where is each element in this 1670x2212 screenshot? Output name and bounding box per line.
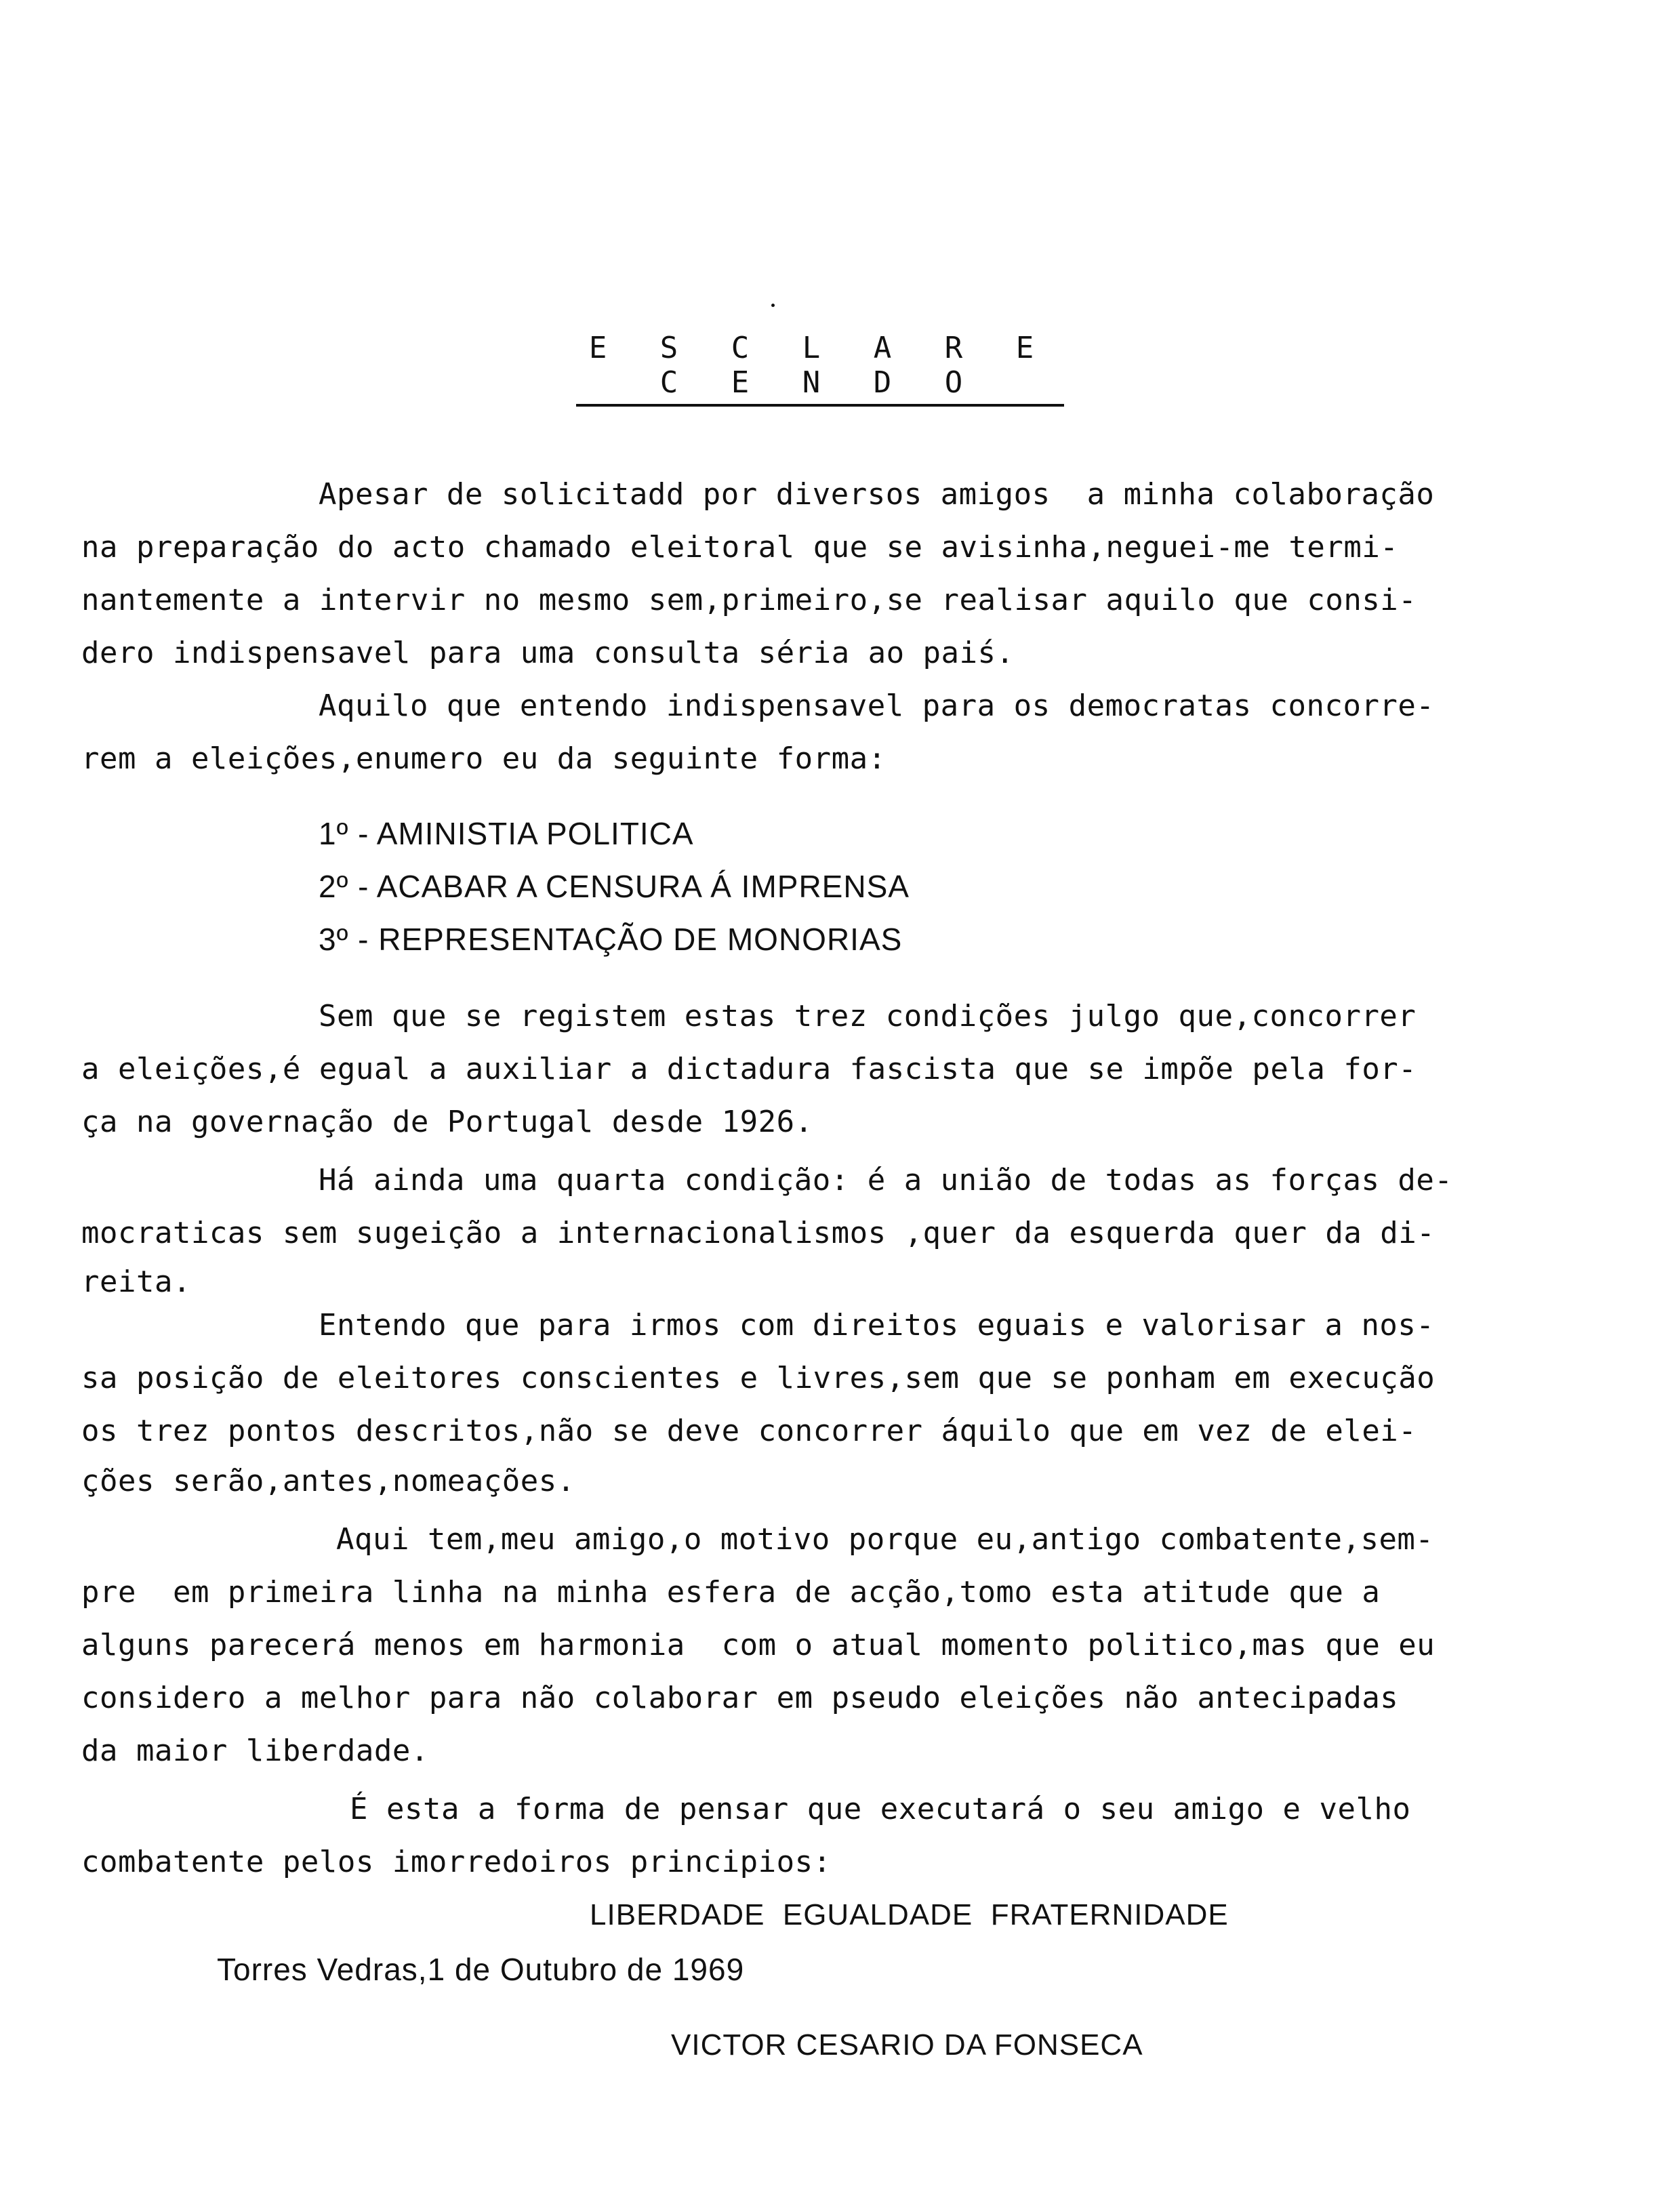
paragraph1-line: na preparação do acto chamado eleitoral que se avisinha,neguei-me termi- bbox=[81, 530, 1399, 565]
paragraph6-line: da maior liberdade. bbox=[81, 1734, 429, 1768]
place-date: Torres Vedras,1 de Outubro de 1969 bbox=[217, 1952, 745, 1987]
paragraph5-line: sa posição de eleitores conscientes e livres,sem que se ponham em execução bbox=[81, 1361, 1435, 1395]
paragraph7-line: combatente pelos imorredoiros principios: bbox=[81, 1845, 832, 1879]
paragraph6-line: Aqui tem,meu amigo,o motivo porque eu,antigo combatente,sem- bbox=[336, 1522, 1434, 1557]
paragraph6-line: pre em primeira linha na minha esfera de acção,tomo esta atitude que a bbox=[81, 1575, 1381, 1610]
motto: LIBERDADE EGUALDADE FRATERNIDADE bbox=[590, 1898, 1229, 1931]
paragraph6-line: considero a melhor para não colaborar em pseudo eleições não antecipadas bbox=[81, 1681, 1399, 1715]
paragraph5-line: Entendo que para irmos com direitos eguais e valorisar a nos- bbox=[319, 1308, 1435, 1343]
condition-item: 3º - REPRESENTAÇÃO DE MONORIAS bbox=[319, 922, 903, 957]
paragraph4-line: mocraticas sem sugeição a internacionalismos ,quer da esquerda quer da di- bbox=[81, 1216, 1435, 1250]
ink-speck bbox=[771, 304, 775, 307]
paragraph2-line: Aquilo que entendo indispensavel para os democratas concorre- bbox=[319, 689, 1435, 723]
paragraph7-line: É esta a forma de pensar que executará o seu amigo e velho bbox=[350, 1792, 1411, 1826]
document-title: E S C L A R E C E N D O bbox=[576, 331, 1064, 407]
paragraph3-line: Sem que se registem estas trez condições julgo que,concorrer bbox=[319, 999, 1417, 1033]
condition-item: 2º - ACABAR A CENSURA Á IMPRENSA bbox=[319, 869, 910, 904]
paragraph5-line: os trez pontos descritos,não se deve concorrer áquilo que em vez de elei- bbox=[81, 1414, 1417, 1448]
paragraph4-line: Há ainda uma quarta condição: é a união de todas as forças de- bbox=[319, 1163, 1453, 1197]
signature-name: VICTOR CESARIO DA FONSECA bbox=[671, 2028, 1143, 2062]
condition-item: 1º - AMINISTIA POLITICA bbox=[319, 816, 694, 851]
paragraph2-line: rem a eleições,enumero eu da seguinte forma: bbox=[81, 741, 887, 776]
paragraph6-line: alguns parecerá menos em harmonia com o atual momento politico,mas que eu bbox=[81, 1628, 1435, 1662]
paragraph3-line: ça na governação de Portugal desde 1926. bbox=[81, 1105, 813, 1139]
paragraph1-line: dero indispensavel para uma consulta séria ao paiś. bbox=[81, 636, 1015, 670]
paragraph5-line: ções serão,antes,nomeações. bbox=[81, 1464, 575, 1498]
paragraph4-line: reita. bbox=[81, 1265, 191, 1299]
paragraph1-line: nantemente a intervir no mesmo sem,primeiro,se realisar aquilo que consi- bbox=[81, 583, 1417, 617]
paragraph3-line: a eleições,é egual a auxiliar a dictadura fascista que se impõe pela for- bbox=[81, 1052, 1417, 1086]
paragraph1-line: Apesar de solicitadd por diversos amigos a minha colaboração bbox=[319, 477, 1435, 512]
